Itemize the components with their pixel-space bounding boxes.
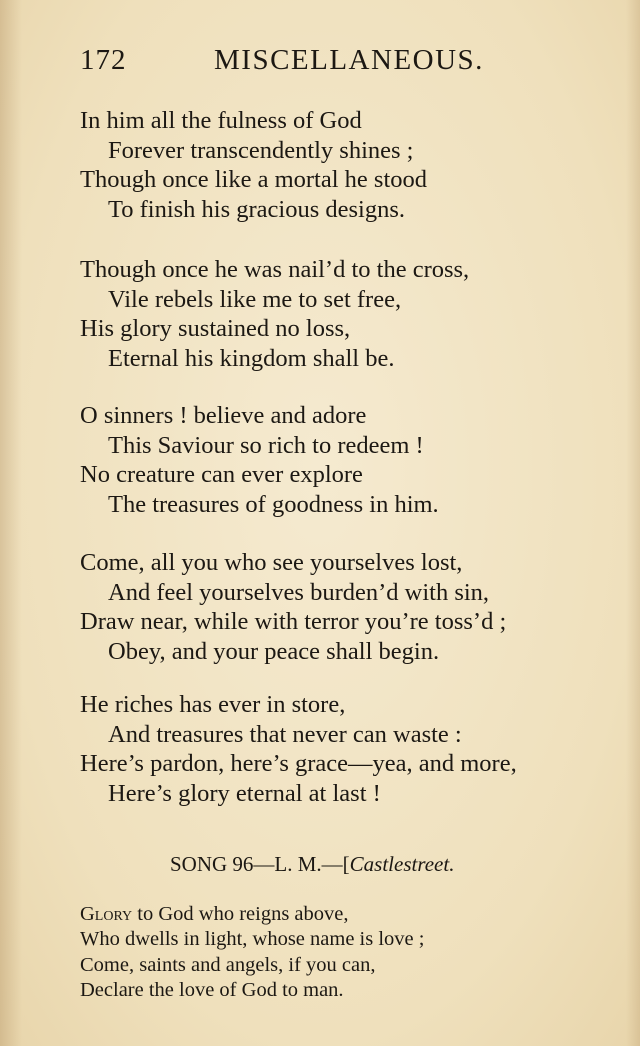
song-heading [170, 852, 610, 877]
verse-line [80, 902, 620, 927]
verse-line: Here’s pardon, here’s grace—yea, and more, [80, 750, 517, 777]
verse-line: And treasures that never can waste : [108, 720, 462, 748]
verse-line: Obey, and your peace shall begin. [108, 637, 440, 665]
verse-line: Come, all you who see yourselves lost, [80, 549, 463, 576]
verse-line: O sinners ! believe and adore [80, 402, 367, 429]
page-number: 172 [80, 44, 127, 76]
stanza-4 [80, 548, 636, 666]
verse-line: No creature can ever explore [80, 461, 363, 488]
verse-line: Vile rebels like me to set free, [108, 285, 402, 313]
verse-line: Though once like a mortal he stood [80, 166, 427, 193]
verse-line: To finish his gracious designs. [108, 195, 406, 223]
verse-line: Declare the love of God to man. [80, 978, 344, 1001]
verse-line: Come, saints and angels, if you can, [80, 953, 376, 976]
stanza-1 [80, 106, 636, 224]
tune-name: Castlestreet. [349, 852, 455, 876]
verse-line: In him all the fulness of God [80, 107, 362, 134]
verse-line: Here’s glory eternal at last ! [108, 779, 381, 807]
verse-line: The treasures of goodness in him. [108, 490, 439, 518]
verse-line: Eternal his kingdom shall be. [108, 344, 395, 372]
verse-line: Though once he was nail’d to the cross, [80, 256, 470, 283]
verse-line: He riches has ever in store, [80, 691, 346, 718]
first-word: Glory [80, 903, 133, 925]
verse-line: Who dwells in light, whose name is love ; [80, 928, 425, 951]
song-first-stanza [80, 902, 620, 1003]
verse-line: This Saviour so rich to redeem ! [108, 431, 424, 459]
verse-line: His glory sustained no loss, [80, 315, 351, 342]
stanza-3 [80, 401, 636, 519]
verse-line: Draw near, while with terror you’re toss’d ; [80, 608, 507, 635]
stanza-2 [80, 255, 636, 373]
verse-line: And feel yourselves burden’d with sin, [108, 578, 490, 606]
stanza-5 [80, 690, 636, 808]
page-header [80, 44, 500, 84]
song-number: SONG 96—L. M.—[ [170, 852, 350, 876]
verse-line: Forever transcendently shines ; [108, 136, 414, 164]
running-title: MISCELLANEOUS. [214, 44, 484, 76]
first-line-rest: to God who reigns above, [132, 903, 349, 925]
